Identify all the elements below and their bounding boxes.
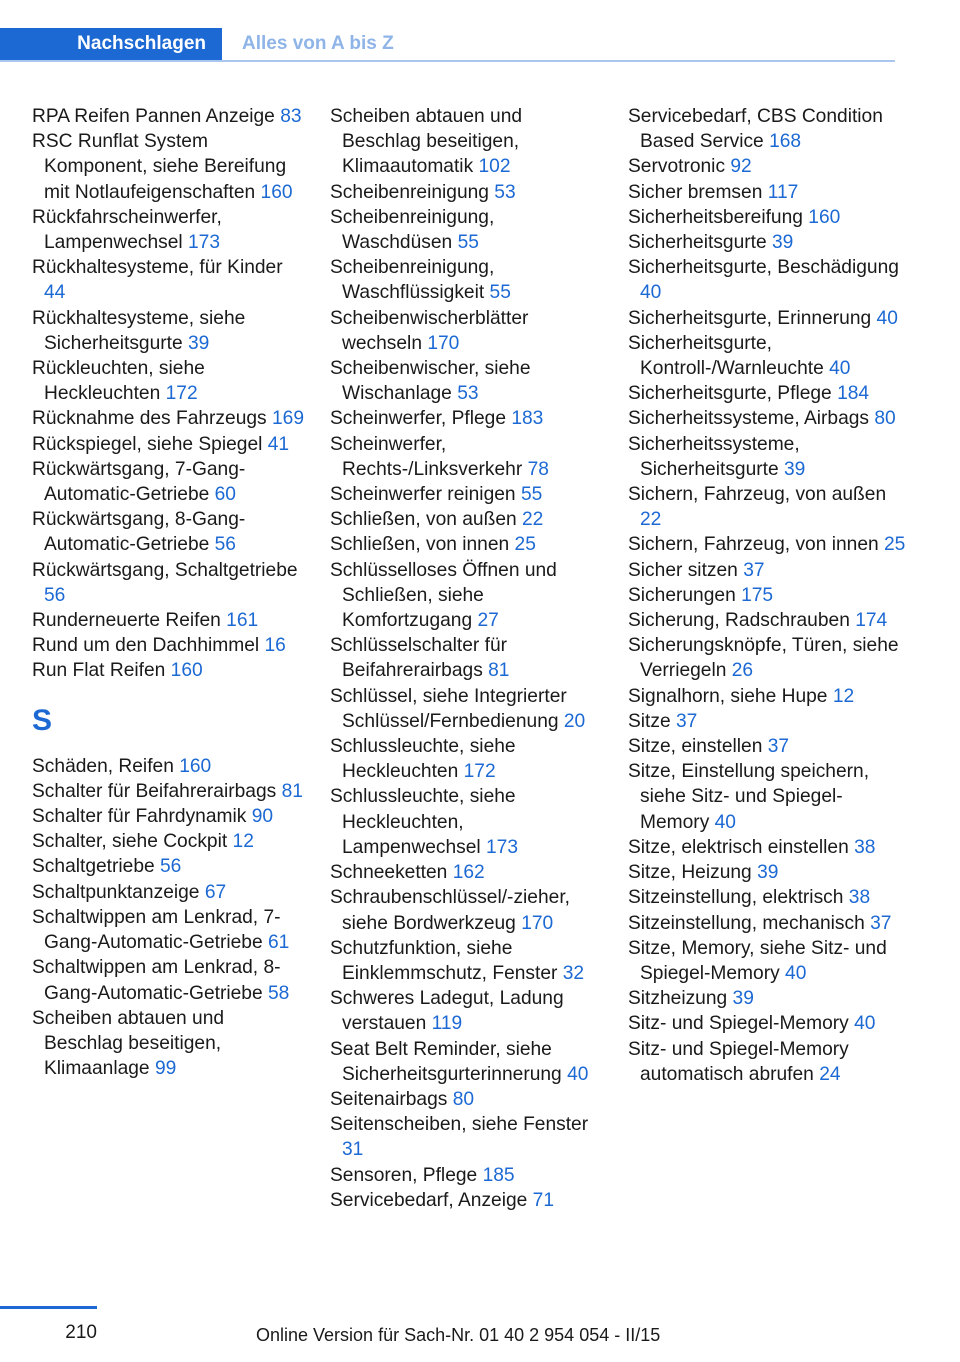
index-entry-text: Sicherheitssysteme, Sicherheitsgurte (628, 433, 800, 480)
index-entry-text: Scheinwerfer, Rechts-/Linksverkehr (330, 433, 523, 480)
index-entry (330, 1112, 605, 1162)
index-entry (330, 507, 605, 532)
page-reference-link[interactable]: 40 (854, 1013, 876, 1035)
index-entry (330, 633, 605, 683)
index-entry (32, 633, 307, 658)
page-reference-link[interactable]: 40 (785, 962, 807, 984)
page-reference-link[interactable]: 160 (170, 660, 203, 682)
page-reference-link[interactable]: 168 (769, 131, 802, 153)
index-entry-text: Sicherheitsgurte, Beschädigung (628, 257, 899, 279)
index-entry-text: Schweres Ladegut, Ladung verstauen (330, 988, 564, 1035)
index-entry (32, 880, 307, 905)
page-reference-link[interactable]: 172 (165, 383, 198, 405)
page-reference-link[interactable]: 170 (427, 332, 460, 354)
index-entry (628, 104, 908, 154)
index-entry (628, 154, 908, 179)
page-reference-link[interactable]: 71 (532, 1189, 555, 1211)
index-entry-text: Sichern, Fahrzeug, von außen (628, 484, 887, 506)
page-reference-link[interactable]: 56 (44, 584, 66, 606)
index-entry-text: Seat Belt Reminder, siehe Sicherheitsgurterinnerung (330, 1038, 562, 1085)
page-reference-link[interactable]: 12 (232, 831, 254, 853)
index-entry (628, 432, 908, 482)
index-entry (32, 558, 307, 608)
page-reference-link[interactable]: 161 (226, 610, 259, 632)
page-reference-link[interactable]: 12 (832, 685, 855, 707)
index-entry-text: Servotronic (628, 156, 726, 178)
page-reference-link[interactable]: 39 (772, 232, 794, 254)
index-entry-text: Schlüsselschalter für Beifahrerairbags (330, 635, 508, 682)
index-entry (32, 507, 307, 557)
index-entry-text: Sitze, Heizung (628, 862, 752, 884)
header-divider (0, 60, 895, 62)
index-entry-text: Sitz- und Spiegel-Memory (628, 1013, 849, 1035)
index-entry (628, 381, 908, 406)
index-entry (628, 759, 908, 835)
page-reference-link[interactable]: 41 (267, 433, 290, 455)
index-entry (628, 306, 908, 331)
page-reference-link[interactable]: 40 (567, 1063, 589, 1085)
index-entry-text: Seitenairbags (330, 1088, 448, 1110)
index-entry (330, 1188, 605, 1213)
index-entry-text: Sitz- und Spiegel-Memory automatisch abrufen (628, 1038, 849, 1085)
page-reference-link[interactable]: 173 (188, 232, 221, 254)
index-entry-text: Scheibenwischerblätter wechseln (330, 307, 529, 354)
page-reference-link[interactable]: 92 (730, 156, 752, 178)
index-entry-text: Schaltwippen am Lenkrad, 8-Gang-Automatic-Getriebe (32, 957, 281, 1004)
index-entry (330, 558, 605, 634)
page-reference-link[interactable]: 58 (267, 982, 290, 1004)
index-entry-text: Schutzfunktion, siehe Einklemmschutz, Fenster (330, 937, 558, 984)
index-entry-text: Rückleuchten, siehe Heckleuchten (32, 358, 205, 405)
page-reference-link[interactable]: 80 (452, 1088, 475, 1110)
index-entry-text: Schalter, siehe Cockpit (32, 831, 228, 853)
page-reference-link[interactable]: 39 (784, 458, 806, 480)
index-entry-text: Scheibenreinigung (330, 181, 489, 203)
index-entry (32, 754, 307, 779)
index-entry (32, 608, 307, 633)
index-entry-text: Sicherung, Radschrauben (628, 610, 850, 632)
index-entry-text: Seitenscheiben, siehe Fenster (330, 1114, 589, 1136)
page-reference-link[interactable]: 160 (260, 181, 293, 203)
index-entry-text: Schalter für Fahrdynamik (32, 806, 247, 828)
page-reference-link[interactable]: 24 (819, 1063, 841, 1085)
index-entry-text: Sicherheitsbereifung (628, 206, 803, 228)
page-reference-link[interactable]: 160 (808, 206, 841, 228)
index-entry-text: Servicebedarf, CBS Condition Based Service (628, 106, 883, 153)
header-bar (0, 28, 895, 62)
index-entry-text: Scheinwerfer, Pflege (330, 408, 506, 430)
index-entry-text: Sitzheizung (628, 988, 728, 1010)
index-entry-text: Runderneuerte Reifen (32, 610, 221, 632)
page-reference-link[interactable]: 102 (478, 156, 511, 178)
index-entry-text: Schraubenschlüssel/-zieher, siehe Bordwerkzeug (330, 887, 570, 934)
index-entry (628, 532, 908, 557)
page-reference-link[interactable]: 44 (44, 282, 66, 304)
page-reference-link[interactable]: 169 (271, 408, 304, 430)
page-reference-link[interactable]: 40 (876, 307, 898, 329)
index-entry (628, 583, 908, 608)
index-entry (628, 734, 908, 759)
page-reference-link[interactable]: 185 (482, 1164, 515, 1186)
index-entry (32, 306, 307, 356)
page-reference-link[interactable]: 61 (267, 932, 290, 954)
page-reference-link[interactable]: 78 (527, 458, 549, 480)
index-entry-text: Sitze, einstellen (628, 736, 763, 758)
footer-accent-line (0, 1306, 97, 1309)
index-entry-text: Rückfahrscheinwerfer, Lampenwechsel (32, 206, 222, 254)
page-reference-link[interactable]: 81 (488, 660, 510, 682)
page-reference-link[interactable]: 38 (854, 836, 876, 858)
index-entry (330, 356, 605, 406)
page-reference-link[interactable]: 175 (741, 584, 774, 606)
page-reference-link[interactable]: 183 (511, 408, 544, 430)
index-entry (330, 1163, 605, 1188)
index-entry-text: Signalhorn, siehe Hupe (628, 685, 828, 707)
index-entry (32, 955, 307, 1005)
index-entry (330, 482, 605, 507)
index-entry (32, 356, 307, 406)
page-reference-link[interactable]: 173 (486, 836, 519, 858)
page-reference-link[interactable]: 56 (214, 534, 236, 556)
index-entry-text: Schlussleuchte, siehe Heckleuchten, Lampenwechsel (330, 786, 516, 858)
index-entry (32, 129, 307, 205)
index-entry (32, 804, 307, 829)
page-reference-link[interactable]: 27 (477, 610, 499, 632)
index-entry-text: Schlüsselloses Öffnen und Schließen, siehe Komfortzugang (330, 559, 557, 632)
page-reference-link[interactable]: 60 (214, 484, 236, 506)
page-reference-link[interactable]: 55 (457, 232, 479, 254)
index-entry (628, 684, 908, 709)
index-entry (628, 482, 908, 532)
index-entry (330, 885, 605, 935)
index-entry (330, 306, 605, 356)
page-reference-link[interactable]: 80 (874, 408, 896, 430)
page-reference-link[interactable]: 22 (640, 509, 662, 531)
index-entry-text: Rückwärtsgang, Schaltgetriebe (32, 559, 298, 581)
page-number: 210 (65, 1322, 97, 1343)
index-entry (628, 860, 908, 885)
page-reference-link[interactable]: 162 (452, 862, 485, 884)
index-entry-text: Sicherheitsgurte, Kontroll-/Warnleuchte (628, 332, 824, 380)
index-entry-text: Rückspiegel, siehe Spiegel (32, 433, 263, 455)
page-reference-link[interactable]: 39 (732, 988, 754, 1010)
index-entry-text: Schließen, von innen (330, 534, 510, 556)
index-entry (628, 835, 908, 860)
index-entry-text: Sicher sitzen (628, 559, 738, 581)
index-entry (32, 457, 307, 507)
index-entry (330, 432, 605, 482)
index-entry-text: Scheibenreinigung, Waschflüssigkeit (330, 257, 495, 304)
tab-nachschlagen[interactable]: Nachschlagen (0, 28, 222, 60)
index-entry-text: Sitzeinstellung, elektrisch (628, 887, 844, 909)
index-entry (330, 860, 605, 885)
index-entry-text: Rücknahme des Fahrzeugs (32, 408, 267, 430)
page-reference-link[interactable]: 16 (264, 635, 286, 657)
index-entry-text: RPA Reifen Pannen Anzeige (32, 106, 275, 127)
page-reference-link[interactable]: 37 (743, 559, 765, 581)
index-entry (330, 532, 605, 557)
page-reference-link[interactable]: 31 (342, 1139, 364, 1161)
index-entry-text: Sitze, Memory, siehe Sitz- und Spiegel-Memory (628, 937, 887, 984)
footer-version-note: Online Version für Sach-Nr. 01 40 2 954 054 - II/15 (256, 1325, 661, 1345)
section-letter-heading: S (32, 703, 53, 737)
index-entry (32, 779, 307, 804)
index-entry (32, 829, 307, 854)
index-entry (32, 1006, 307, 1082)
index-entry (330, 936, 605, 986)
page-reference-link[interactable]: 37 (767, 736, 790, 758)
page-reference-link[interactable]: 40 (714, 811, 736, 833)
index-entry (628, 205, 908, 230)
index-entry (628, 1011, 908, 1036)
page-reference-link[interactable]: 90 (251, 806, 274, 828)
page-reference-link[interactable]: 83 (280, 106, 302, 127)
page-reference-link[interactable]: 117 (767, 181, 799, 203)
page-reference-link[interactable]: 39 (188, 332, 210, 354)
index-entry (32, 255, 307, 305)
index-entry (330, 180, 605, 205)
index-entry-text: Sicherheitsgurte, Erinnerung (628, 307, 872, 329)
index-entry-text: Schaltgetriebe (32, 856, 155, 878)
index-entry-text: Schlüssel, siehe Integrierter Schlüssel/Fernbedienung (330, 685, 567, 732)
index-entry-text: Scheinwerfer reinigen (330, 484, 516, 506)
page-reference-link[interactable]: 20 (563, 710, 586, 732)
index-entry-text: Sicher bremsen (628, 181, 763, 203)
index-entry (32, 205, 307, 255)
index-entry-text: Sicherungsknöpfe, Türen, siehe Verriegeln (628, 635, 899, 682)
page-reference-link[interactable]: 170 (521, 912, 554, 934)
page-reference-link[interactable]: 53 (494, 181, 516, 203)
page-reference-link[interactable]: 56 (160, 856, 182, 878)
page-reference-link[interactable]: 184 (837, 383, 870, 405)
index-entry (628, 911, 908, 936)
page-reference-link[interactable]: 25 (884, 534, 906, 556)
page-reference-link[interactable]: 172 (463, 761, 496, 783)
index-entry (32, 854, 307, 879)
index-entry-text: Schließen, von außen (330, 509, 517, 531)
page-reference-link[interactable]: 40 (640, 282, 662, 304)
page-reference-link[interactable]: 39 (757, 862, 779, 884)
index-entry (628, 986, 908, 1011)
index-entry-text: Sitze (628, 710, 671, 732)
index-entry-text: Rückwärtsgang, 7-Gang-Automatic-Getriebe (32, 458, 246, 506)
index-entry (330, 684, 605, 734)
index-entry-text: Sitzeinstellung, mechanisch (628, 912, 865, 934)
page-reference-link[interactable]: 37 (870, 912, 892, 934)
index-entry (32, 104, 307, 129)
index-entry-text: Servicebedarf, Anzeige (330, 1189, 528, 1211)
page-reference-link[interactable]: 37 (676, 710, 698, 732)
index-entry (628, 1037, 908, 1087)
index-entry (330, 986, 605, 1036)
page-reference-link[interactable]: 22 (522, 509, 544, 531)
index-entry (330, 255, 605, 305)
index-entry (330, 104, 605, 180)
index-entry (628, 633, 908, 683)
index-entry-text: Schneeketten (330, 862, 448, 884)
index-entry (330, 784, 605, 860)
page-reference-link[interactable]: 53 (457, 383, 479, 405)
index-column-3 (628, 104, 908, 1087)
index-entry (330, 734, 605, 784)
index-entry-text: Schaltwippen am Lenkrad, 7-Gang-Automatic-Getriebe (32, 906, 281, 954)
index-entry-text: Schaltpunktanzeige (32, 881, 200, 903)
index-entry-text: Sicherheitsgurte (628, 232, 767, 254)
page-reference-link[interactable]: 32 (562, 962, 585, 984)
index-entry (628, 230, 908, 255)
index-entry (330, 205, 605, 255)
index-entry (628, 406, 908, 431)
index-entry-text: Rund um den Dachhimmel (32, 635, 260, 657)
index-entry-text: Sichern, Fahrzeug, von innen (628, 534, 879, 556)
index-entry-text: Rückwärtsgang, 8-Gang-Automatic-Getriebe (32, 509, 246, 556)
index-entry (32, 658, 307, 683)
index-entry-text: Sitze, Einstellung speichern, siehe Sitz- und Spiegel-Memory (628, 761, 870, 833)
index-entry-text: Sicherheitsgurte, Pflege (628, 383, 832, 405)
index-entry (628, 936, 908, 986)
page-reference-link[interactable]: 174 (855, 610, 888, 632)
page-reference-link[interactable]: 160 (179, 755, 212, 777)
index-entry-text: Sicherheitssysteme, Airbags (628, 408, 870, 430)
index-column-2 (330, 104, 605, 1213)
index-entry-text: Schäden, Reifen (32, 755, 174, 777)
index-entry (32, 432, 307, 457)
index-entry (628, 180, 908, 205)
tab-alles-von-a-bis-z[interactable]: Alles von A bis Z (242, 33, 394, 54)
index-entry-text: Scheibenwischer, siehe Wischanlage (330, 358, 531, 405)
index-entry (628, 709, 908, 734)
page-reference-link[interactable]: 26 (731, 660, 754, 682)
index-entry-text: Run Flat Reifen (32, 660, 166, 682)
index-entry (628, 255, 908, 305)
index-entry-text: Rückhaltesysteme, siehe Sicherheitsgurte (32, 307, 246, 354)
index-entry (628, 608, 908, 633)
index-entry (628, 885, 908, 910)
page-reference-link[interactable]: 99 (154, 1058, 177, 1080)
index-entry-text: Sensoren, Pflege (330, 1164, 478, 1186)
index-entry-text: Scheiben abtauen und Beschlag beseitigen, Klimaanlage (32, 1007, 225, 1080)
page-reference-link[interactable]: 55 (489, 282, 511, 304)
index-entry (628, 331, 908, 381)
index-entry-text: Sitze, elektrisch einstellen (628, 836, 849, 858)
page-reference-link[interactable]: 119 (431, 1013, 463, 1035)
index-entry-text: Scheibenreinigung, Waschdüsen (330, 206, 495, 254)
index-entry (330, 1087, 605, 1112)
page-reference-link[interactable]: 55 (520, 484, 543, 506)
index-column-1 (32, 104, 307, 1081)
index-entry-text: Scheiben abtauen und Beschlag beseitigen, Klimaautomatik (330, 106, 523, 178)
page-reference-link[interactable]: 67 (204, 881, 227, 903)
page-reference-link[interactable]: 40 (829, 358, 851, 380)
index-entry-text: Rückhaltesysteme, für Kinder (32, 257, 283, 279)
index-entry-text: Schalter für Beifahrerairbags (32, 780, 277, 802)
index-entry-text: Sicherungen (628, 584, 736, 606)
index-entry-text: RSC Runflat System Komponent, siehe Bereifung mit Notlaufeigenschaften (32, 131, 287, 203)
index-entry (330, 406, 605, 431)
index-entry (628, 558, 908, 583)
index-entry-text: Schlussleuchte, siehe Heckleuchten (330, 736, 516, 783)
index-entry (330, 1037, 605, 1087)
page-reference-link[interactable]: 81 (281, 780, 303, 802)
page-reference-link[interactable]: 38 (848, 887, 871, 909)
page-reference-link[interactable]: 25 (514, 534, 536, 556)
index-entry (32, 905, 307, 955)
index-entry (32, 406, 307, 431)
